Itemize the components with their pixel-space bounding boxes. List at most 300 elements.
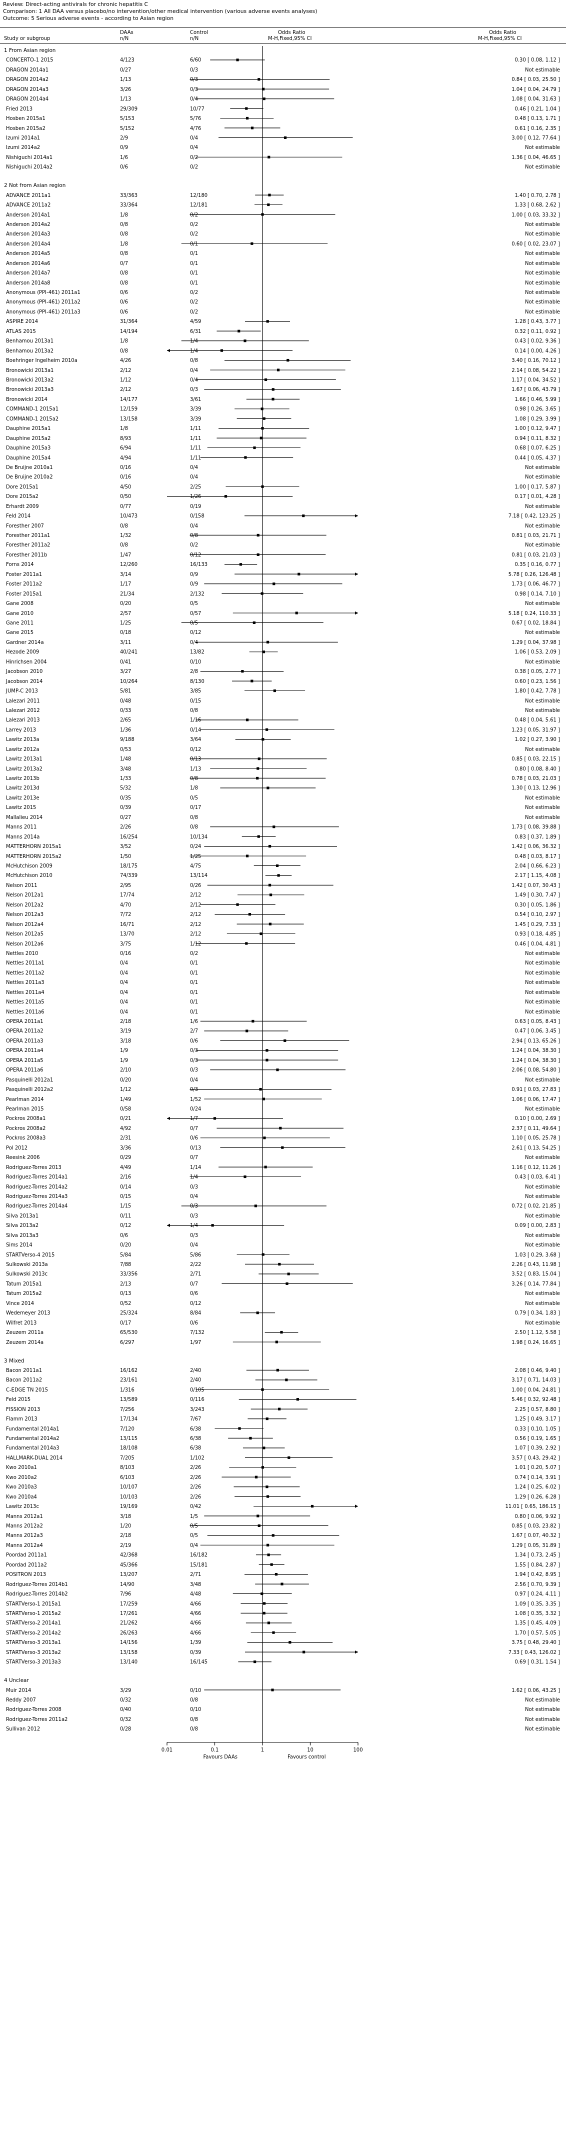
point-estimate (220, 349, 223, 352)
control-events: 0/57 (190, 610, 202, 617)
x-tick-label: 1 (260, 1747, 265, 1754)
point-estimate (296, 1398, 299, 1401)
odds-ratio-ci-text: Not estimable (525, 795, 560, 802)
odds-ratio-ci-text: 3.00 [ 0.12, 77.64 ] (511, 135, 560, 142)
control-events: 0/3 (190, 1057, 199, 1064)
study-label: Pearlman 2015 (6, 1106, 44, 1113)
study-label: STARTVerso-1 2015a1 (6, 1601, 61, 1608)
control-events: 0/9 (190, 571, 199, 578)
daa-events: 1/13 (120, 77, 132, 84)
control-events: 3/61 (190, 396, 202, 403)
odds-ratio-ci-text: Not estimable (525, 1106, 560, 1113)
control-events: 4/66 (190, 1620, 202, 1627)
control-events: 0/8 (190, 776, 199, 783)
odds-ratio-ci-text: 5.18 [ 0.24, 110.33 ] (508, 610, 560, 617)
control-events: 0/2 (190, 290, 199, 297)
point-estimate (263, 1447, 266, 1450)
point-estimate (284, 136, 287, 139)
control-events: 0/4 (190, 377, 199, 384)
point-estimate (266, 1059, 269, 1062)
control-events: 1/11 (190, 445, 202, 452)
study-label: Foresther 2011a2 (6, 542, 51, 549)
odds-ratio-ci-text: 1.00 [ 0.03, 33.32 ] (511, 212, 560, 219)
odds-ratio-ci-text: 1.29 [ 0.05, 31.89 ] (511, 1542, 560, 1549)
daa-events: 0/7 (120, 260, 129, 267)
odds-ratio-ci-text: 1.24 [ 0.04, 38.30 ] (511, 1057, 560, 1064)
odds-ratio-ci-text: Not estimable (525, 251, 560, 258)
odds-ratio-ci-text: 0.79 [ 0.34, 1.83 ] (514, 1310, 560, 1317)
study-label: ADVANCE 2011a1 (6, 192, 51, 199)
daa-events: 1/12 (120, 377, 132, 384)
control-events: 10/77 (190, 106, 205, 113)
point-estimate (268, 194, 271, 197)
study-label: Hinrichsen 2004 (6, 659, 47, 666)
daa-events: 0/4 (120, 989, 129, 996)
study-label: Anderson 2014a1 (6, 212, 51, 219)
point-estimate (287, 359, 290, 362)
ci-arrow-right (355, 1505, 358, 1508)
odds-ratio-ci-text: 1.36 [ 0.04, 46.65 ] (511, 154, 560, 161)
control-events: 4/48 (190, 1591, 202, 1598)
odds-ratio-header: Odds Ratio (278, 30, 306, 36)
point-estimate (261, 408, 264, 411)
study-label: OPERA 2011a1 (6, 1019, 44, 1026)
point-estimate (288, 1456, 291, 1459)
study-label: Hezode 2009 (6, 649, 40, 656)
point-estimate (266, 641, 269, 644)
point-estimate (266, 1049, 269, 1052)
odds-ratio-ci-text: 1.42 [ 0.07, 30.43 ] (511, 882, 560, 889)
point-estimate (272, 398, 275, 401)
study-label: Nishiguchi 2014a2 (6, 164, 53, 171)
daa-events: 2/13 (120, 1281, 132, 1288)
control-events: 0/4 (190, 135, 199, 142)
point-estimate (268, 884, 271, 887)
control-events: 0/2 (190, 154, 199, 161)
daa-events: 1/20 (120, 1523, 132, 1530)
point-estimate (257, 835, 260, 838)
study-label: Dauphine 2015a2 (6, 435, 51, 442)
study-label: Bronowicki 2013a1 (6, 367, 54, 374)
control-events: 0/39 (190, 1649, 202, 1656)
point-estimate (264, 378, 267, 381)
odds-ratio-ci-text: 1.00 [ 0.17, 5.87 ] (514, 484, 560, 491)
point-estimate (264, 1166, 267, 1169)
control-events: 1/39 (190, 1640, 202, 1647)
control-events: 0/3 (190, 1087, 199, 1094)
favours-daas-label: Favours DAAs (203, 1754, 238, 1761)
subgroup-title: 2 Not from Asian region (4, 183, 66, 190)
control-events: 0/116 (190, 1397, 205, 1404)
study-label: Anderson 2014a3 (6, 231, 51, 238)
study-label: Hosben 2015a1 (6, 116, 46, 123)
odds-ratio-ci-text: 0.30 [ 0.08, 1.12 ] (514, 57, 560, 64)
daa-events: 3/48 (120, 766, 132, 773)
daa-events: 2/10 (120, 1067, 132, 1074)
study-label: POSITRON 2013 (6, 1572, 47, 1579)
daa-events: 10/473 (120, 513, 138, 520)
odds-ratio-ci-text: 0.46 [ 0.04, 4.81 ] (514, 941, 560, 948)
study-label: STARTVerso-2 2014a2 (6, 1630, 61, 1637)
daa-events: 0/16 (120, 464, 132, 471)
daa-events: 13/115 (120, 1436, 138, 1443)
daa-events: 4/92 (120, 1125, 132, 1132)
study-label: Foresther 2011a1 (6, 533, 51, 540)
point-estimate (278, 1408, 281, 1411)
study-label: Forns 2014 (6, 562, 34, 569)
study-label: Pol 2012 (6, 1145, 28, 1152)
point-estimate (273, 583, 276, 586)
study-label: DRAGON 2014a3 (6, 86, 49, 93)
control-events: 6/31 (190, 328, 202, 335)
control-events: 2/7 (190, 1028, 199, 1035)
study-label: OPERA 2011a3 (6, 1038, 44, 1045)
control-events: 3/39 (190, 406, 202, 413)
point-estimate (244, 456, 247, 459)
daa-events: 0/21 (120, 1116, 132, 1123)
study-label: Anderson 2014a7 (6, 270, 51, 277)
odds-ratio-ci-text: 1.10 [ 0.05, 25.78 ] (511, 1135, 560, 1142)
control-events: 0/4 (190, 1077, 199, 1084)
point-estimate (257, 767, 260, 770)
point-estimate (213, 1117, 216, 1120)
odds-ratio-ci-text: 0.83 [ 0.37, 1.89 ] (514, 834, 560, 841)
point-estimate (268, 156, 271, 159)
control-events: 2/71 (190, 1271, 202, 1278)
daa-events: 0/8 (120, 221, 129, 228)
daa-events: 3/18 (120, 1513, 132, 1520)
point-estimate (260, 932, 263, 935)
odds-ratio-ci-text: 1.33 [ 0.68, 2.62 ] (514, 202, 560, 209)
study-label: Poordad 2011a1 (6, 1552, 47, 1559)
control-events: 0/7 (190, 1125, 199, 1132)
odds-ratio-ci-text: 1.35 [ 0.45, 4.09 ] (514, 1620, 560, 1627)
odds-ratio-ci-text: 0.48 [ 0.13, 1.71 ] (514, 116, 560, 123)
odds-ratio-ci-text: 1.29 [ 0.26, 6.28 ] (514, 1494, 560, 1501)
study-label: Hosben 2015a2 (6, 125, 46, 132)
point-estimate (258, 78, 261, 81)
daa-events: 29/309 (120, 106, 138, 113)
control-events: 0/1 (190, 970, 199, 977)
ci-arrow-right (355, 1650, 358, 1653)
daa-events: 0/9 (120, 145, 129, 152)
control-events: 4/59 (190, 319, 202, 326)
control-events: 0/4 (190, 96, 199, 103)
control-events: 0/2 (190, 950, 199, 957)
odds-ratio-ci-text: 1.08 [ 0.29, 3.99 ] (514, 416, 560, 423)
odds-ratio-ci-text: 1.29 [ 0.04, 37.98 ] (511, 639, 560, 646)
study-label: Feld 2015 (6, 1397, 31, 1404)
odds-ratio-ci-text: Not estimable (525, 1320, 560, 1327)
control-events: 0/10 (190, 659, 202, 666)
daa-events: 0/32 (120, 1697, 132, 1704)
odds-ratio-ci-text: Not estimable (525, 309, 560, 316)
control-events: 0/1 (190, 280, 199, 287)
daa-events: 4/123 (120, 57, 135, 64)
daa-events: 65/530 (120, 1330, 138, 1337)
odds-ratio-text-header: Odds Ratio (489, 30, 517, 36)
control-events: 0/42 (190, 1504, 202, 1511)
control-events: 0/8 (190, 1716, 199, 1723)
study-label: Pockros 2008a3 (6, 1135, 46, 1142)
review-line: Review: Direct-acting antivirals for chronic hepatitis C (3, 2, 149, 8)
study-label: Nettles 2011a3 (6, 980, 45, 987)
point-estimate (269, 923, 272, 926)
daa-events: 74/339 (120, 873, 138, 880)
control-events: 1/4 (190, 1223, 199, 1230)
study-label: Muir 2014 (6, 1687, 32, 1694)
study-label: Bronowicki 2014 (6, 396, 48, 403)
point-estimate (266, 1417, 269, 1420)
odds-ratio-ci-text: Not estimable (525, 999, 560, 1006)
study-label: Lalezari 2012 (6, 707, 40, 714)
point-estimate (266, 320, 269, 323)
study-label: Anderson 2014a2 (6, 221, 51, 228)
study-label: OPERA 2011a2 (6, 1028, 44, 1035)
daa-events: 3/29 (120, 1687, 132, 1694)
odds-ratio-ci-text: 0.84 [ 0.03, 25.50 ] (511, 77, 560, 84)
study-label: Feld 2014 (6, 513, 31, 520)
odds-ratio-ci-text: Not estimable (525, 299, 560, 306)
study-label: ASPIRE 2014 (6, 319, 39, 326)
point-estimate (281, 1583, 284, 1586)
study-label: CONCERTO-1 2015 (6, 57, 54, 64)
study-label: Manns 2012a2 (6, 1523, 43, 1530)
study-label: Rodriguez-Torres 2013 (6, 1164, 62, 1171)
point-estimate (276, 1369, 279, 1372)
study-label: Anderson 2014a5 (6, 251, 51, 258)
point-estimate (251, 680, 254, 683)
ci-arrow-right (355, 611, 358, 614)
odds-ratio-ci-text: 0.85 [ 0.03, 23.82 ] (511, 1523, 560, 1530)
control-events: 0/10 (190, 1707, 202, 1714)
odds-ratio-ci-text: Not estimable (525, 746, 560, 753)
daa-events: 0/4 (120, 999, 129, 1006)
control-events: 0/4 (190, 1242, 199, 1249)
odds-ratio-ci-text: 1.03 [ 0.29, 3.68 ] (514, 1252, 560, 1259)
control-events: 5/86 (190, 1252, 202, 1259)
control-events: 8/84 (190, 1310, 202, 1317)
daa-nN-header: n/N (120, 36, 129, 42)
odds-ratio-ci-text: Not estimable (525, 630, 560, 637)
control-events: 0/5 (190, 601, 199, 608)
control-events: 1/4 (190, 348, 199, 355)
control-events: 0/3 (190, 1067, 199, 1074)
daa-events: 0/16 (120, 950, 132, 957)
control-events: 0/1 (190, 989, 199, 996)
control-events: 7/132 (190, 1330, 205, 1337)
odds-ratio-ci-text: 0.46 [ 0.21, 1.04 ] (514, 106, 560, 113)
study-label: Kwo 2010a4 (6, 1494, 37, 1501)
daa-events: 0/6 (120, 1232, 129, 1239)
odds-ratio-text-method-header: M-H,Fixed,95% CI (478, 36, 522, 42)
point-estimate (278, 1263, 281, 1266)
daa-events: 3/11 (120, 639, 132, 646)
study-label: Foresther 2007 (6, 523, 44, 530)
control-events: 2/12 (190, 931, 202, 938)
daa-events: 42/368 (120, 1552, 138, 1559)
point-estimate (211, 1224, 214, 1227)
study-label: Anonymous (PPI-461) 2011a2 (6, 299, 81, 306)
point-estimate (270, 1563, 273, 1566)
study-label: Anderson 2014a8 (6, 280, 51, 287)
control-events: 1/12 (190, 941, 202, 948)
odds-ratio-ci-text: Not estimable (525, 1291, 560, 1298)
point-estimate (258, 1524, 261, 1527)
daa-events: 5/81 (120, 688, 132, 695)
point-estimate (249, 1437, 252, 1440)
point-estimate (273, 689, 276, 692)
point-estimate (280, 1331, 283, 1334)
odds-ratio-ci-text: 2.61 [ 0.13, 54.25 ] (511, 1145, 560, 1152)
study-label: Izumi 2014a2 (6, 145, 41, 152)
daa-events: 33/363 (120, 192, 138, 199)
study-label: Nelson 2012a3 (6, 912, 44, 919)
odds-ratio-ci-text: 0.98 [ 0.14, 7.10 ] (514, 591, 560, 598)
study-label: Lawitz 2013c (6, 1504, 39, 1511)
control-events: 0/8 (190, 1697, 199, 1704)
x-tick-label: 100 (353, 1747, 363, 1754)
odds-ratio-ci-text: Not estimable (525, 1213, 560, 1220)
control-events: 0/4 (190, 523, 199, 530)
daa-events: 0/16 (120, 474, 132, 481)
study-label: Pasquinelli 2012a2 (6, 1087, 54, 1094)
odds-ratio-ci-text: Not estimable (525, 980, 560, 987)
study-label: Dore 2015a2 (6, 494, 39, 501)
control-events: 6/38 (190, 1436, 202, 1443)
daa-events: 8/93 (120, 435, 132, 442)
odds-ratio-ci-text: 0.43 [ 0.02, 9.36 ] (514, 338, 560, 345)
study-label: Bronowicki 2013a2 (6, 377, 54, 384)
odds-ratio-ci-text: 1.67 [ 0.07, 40.32 ] (511, 1533, 560, 1540)
study-label: Rodriguez-Torres 2014a2 (6, 1184, 68, 1191)
daa-events: 21/34 (120, 591, 135, 598)
point-estimate (263, 1612, 266, 1615)
study-label: Nishiguchi 2014a1 (6, 154, 53, 161)
control-events: 15/181 (190, 1562, 208, 1569)
study-label: Rodriguez-Torres 2014b1 (6, 1581, 68, 1588)
study-label: Kwo 2010a3 (6, 1484, 37, 1491)
odds-ratio-ci-text: 0.56 [ 0.19, 1.65 ] (514, 1436, 560, 1443)
odds-ratio-ci-text: Not estimable (525, 659, 560, 666)
control-events: 2/26 (190, 1465, 202, 1472)
study-label: Foresther 2011b (6, 552, 48, 559)
odds-ratio-ci-text: Not estimable (525, 1707, 560, 1714)
study-label: Bronowicki 2013a3 (6, 387, 54, 394)
daa-events: 10/103 (120, 1494, 138, 1501)
odds-ratio-ci-text: Not estimable (525, 970, 560, 977)
control-events: 0/7 (190, 1281, 199, 1288)
study-label: Pasquinelli 2012a1 (6, 1077, 54, 1084)
odds-ratio-ci-text: Not estimable (525, 503, 560, 510)
daa-events: 0/58 (120, 1106, 132, 1113)
odds-ratio-ci-text: 1.08 [ 0.04, 31.63 ] (511, 96, 560, 103)
study-label: Bacon 2011a1 (6, 1367, 43, 1374)
control-events: 0/15 (190, 698, 202, 705)
study-label: Sims 2014 (6, 1242, 33, 1249)
control-events: 4/66 (190, 1610, 202, 1617)
odds-ratio-ci-text: 0.32 [ 0.11, 0.92 ] (514, 328, 560, 335)
control-events: 0/12 (190, 552, 202, 559)
control-events: 2/12 (190, 921, 202, 928)
study-label: COMMAND-1 2015a2 (6, 416, 59, 423)
control-nN-header: n/N (190, 36, 199, 42)
odds-ratio-ci-text: 1.23 [ 0.05, 31.97 ] (511, 727, 560, 734)
daa-events: 2/26 (120, 824, 132, 831)
odds-ratio-ci-text: Not estimable (525, 1242, 560, 1249)
control-events: 0/105 (190, 1387, 205, 1394)
odds-ratio-ci-text: 0.33 [ 0.10, 1.05 ] (514, 1426, 560, 1433)
control-events: 2/12 (190, 902, 202, 909)
control-events: 0/1 (190, 251, 199, 258)
study-label: ATLAS 2015 (6, 328, 36, 335)
control-events: 3/64 (190, 737, 202, 744)
point-estimate (241, 670, 244, 673)
control-events: 0/1 (190, 960, 199, 967)
daa-events: 0/8 (120, 251, 129, 258)
daa-events: 9/188 (120, 737, 135, 744)
odds-ratio-ci-text: Not estimable (525, 260, 560, 267)
study-label: Anderson 2014a4 (6, 241, 51, 248)
study-label: Zeuzem 2011a (6, 1330, 44, 1337)
daa-events: 2/65 (120, 717, 132, 724)
odds-ratio-ci-text: Not estimable (525, 1009, 560, 1016)
study-label: Bacon 2011a2 (6, 1377, 43, 1384)
odds-ratio-ci-text: 2.08 [ 0.46, 9.40 ] (514, 1367, 560, 1374)
study-label: DRAGON 2014a1 (6, 67, 49, 74)
control-column-header: Control (190, 30, 209, 36)
odds-ratio-ci-text: 0.80 [ 0.06, 9.92 ] (514, 1513, 560, 1520)
odds-ratio-ci-text: 2.94 [ 0.13, 65.26 ] (511, 1038, 560, 1045)
study-label: C-EDGE TN 2015 (6, 1387, 49, 1394)
control-events: 1/16 (190, 717, 202, 724)
point-estimate (267, 203, 270, 206)
odds-ratio-ci-text: 1.25 [ 0.49, 3.17 ] (514, 1416, 560, 1423)
point-estimate (285, 1379, 288, 1382)
daa-events: 0/17 (120, 1320, 132, 1327)
study-label: Nettles 2011a1 (6, 960, 45, 967)
daa-events: 13/140 (120, 1659, 138, 1666)
study-label: Poordad 2011a2 (6, 1562, 47, 1569)
point-estimate (254, 1205, 257, 1208)
favours-control-label: Favours control (287, 1754, 326, 1761)
control-events: 0/12 (190, 746, 202, 753)
control-events: 0/17 (190, 805, 202, 812)
study-label: JUMP-C 2013 (6, 688, 38, 695)
study-label: De Bruijne 2010a2 (6, 474, 53, 481)
control-events: 4/66 (190, 1601, 202, 1608)
daa-events: 1/9 (120, 1057, 129, 1064)
odds-ratio-ci-text: 3.40 [ 0.16, 70.12 ] (511, 358, 560, 365)
odds-ratio-ci-text: 0.67 [ 0.02, 18.84 ] (511, 620, 560, 627)
daa-events: 1/8 (120, 426, 129, 433)
daa-events: 1/36 (120, 727, 132, 734)
daa-events: 25/324 (120, 1310, 138, 1317)
point-estimate (263, 1602, 266, 1605)
study-label: Lalezari 2013 (6, 717, 40, 724)
control-events: 2/132 (190, 591, 205, 598)
daa-events: 33/364 (120, 202, 138, 209)
study-label: MATTERHORN 2015a2 (6, 853, 62, 860)
daa-events: 12/159 (120, 406, 138, 413)
study-label: Dauphine 2015a3 (6, 445, 51, 452)
daa-events: 0/4 (120, 970, 129, 977)
daa-events: 19/169 (120, 1504, 138, 1511)
study-label: Nettles 2011a4 (6, 989, 45, 996)
study-label: Izumi 2014a1 (6, 135, 41, 142)
daa-events: 1/12 (120, 1087, 132, 1094)
odds-ratio-ci-text: 0.74 [ 0.14, 3.91 ] (514, 1474, 560, 1481)
